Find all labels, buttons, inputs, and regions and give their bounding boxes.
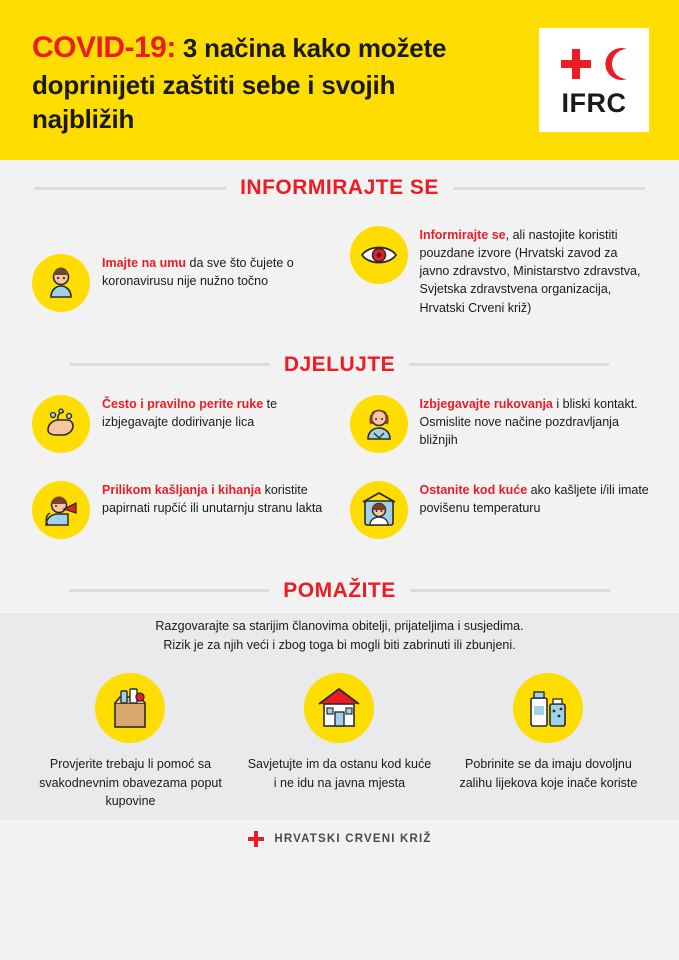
list-item-text: Savjetujte im da ostanu kod kuće i ne idu na javna mjesta bbox=[247, 757, 432, 790]
stay-home-person-icon bbox=[350, 481, 408, 539]
list-item-bold: Često i pravilno perite ruke bbox=[102, 396, 264, 411]
list-item-bold: Izbjegavajte rukovanja bbox=[419, 396, 553, 411]
djelujte-items-row2 bbox=[0, 463, 679, 563]
red-crescent-icon bbox=[599, 47, 629, 81]
header bbox=[0, 0, 679, 160]
divider-right bbox=[453, 187, 645, 190]
list-item-text: Pobrinite se da imaju dovoljnu zalihu lijekova koje inače koriste bbox=[459, 757, 638, 790]
list-item bbox=[235, 673, 444, 809]
pomazite-intro bbox=[0, 613, 679, 670]
list-item bbox=[22, 218, 340, 323]
section-title: DJELUJTE bbox=[283, 352, 396, 376]
sneezing-elbow-icon bbox=[32, 481, 90, 539]
logo-symbols bbox=[559, 42, 629, 86]
person-thinking-icon bbox=[32, 254, 90, 312]
list-item-text bbox=[102, 393, 332, 431]
house-icon bbox=[304, 673, 374, 743]
page-title-highlight: COVID-19: bbox=[32, 31, 176, 64]
informirajte-items bbox=[0, 210, 679, 337]
page-title bbox=[32, 28, 502, 136]
list-item bbox=[26, 673, 235, 809]
page-title-rest: 3 načina kako možete doprinijeti zaštiti sebe i svojih najbližih bbox=[32, 33, 447, 134]
list-item-rest: da sve što čujete o koronavirusu nije nužno točno bbox=[102, 256, 294, 289]
list-item-rest: i bliski kontakt. Osmislite nove načine pozdravljanja bližnjih bbox=[419, 396, 638, 447]
list-item-text bbox=[420, 393, 650, 449]
djelujte-items-row1 bbox=[0, 387, 679, 463]
handwashing-icon bbox=[32, 395, 90, 453]
list-item-text bbox=[102, 479, 332, 517]
grocery-bag-icon bbox=[95, 673, 165, 743]
divider-left bbox=[69, 589, 269, 592]
pomazite-intro-line1: Razgovarajte sa starijim članovima obitelji, prijateljima i susjedima. bbox=[155, 618, 524, 633]
divider-left bbox=[70, 363, 270, 366]
footer bbox=[0, 820, 679, 862]
list-item-rest: , ali nastojite koristiti pouzdane izvore (Hrvatski zavod za javno zdravstvo, Ministarstvo zdravstva, Svjetska zdravstvena organizacija, Hrvatski Crveni križ) bbox=[419, 228, 641, 315]
list-item bbox=[340, 218, 658, 323]
list-item-text: Provjerite trebaju li pomoć sa svakodnevnim obavezama poput kupovine bbox=[39, 757, 222, 808]
list-item bbox=[340, 387, 658, 459]
list-item bbox=[22, 473, 340, 545]
list-item-text bbox=[420, 224, 650, 317]
pomazite-intro-line2: Rizik je za njih veći i zbog toga bi mogli biti zabrinuti ili zbunjeni. bbox=[163, 638, 516, 652]
no-handshake-person-icon bbox=[350, 395, 408, 453]
list-item-rest: te izbjegavajte dodirivanje lica bbox=[102, 396, 278, 429]
red-cross-icon bbox=[247, 830, 265, 848]
list-item-rest: ako kašljete i/ili imate povišenu temperaturu bbox=[419, 482, 649, 515]
section-header-djelujte bbox=[0, 337, 679, 387]
list-item-bold: Ostanite kod kuće bbox=[419, 482, 528, 497]
list-item-text bbox=[420, 479, 650, 517]
red-cross-icon bbox=[559, 47, 593, 81]
footer-text: HRVATSKI CRVENI KRIŽ bbox=[274, 832, 432, 845]
divider-right bbox=[409, 363, 609, 366]
list-item bbox=[340, 473, 658, 545]
logo-text: IFRC bbox=[561, 87, 627, 118]
divider-left bbox=[34, 187, 226, 190]
section-header-informirajte bbox=[0, 160, 679, 210]
list-item-bold: Informirajte se bbox=[419, 228, 506, 242]
pomazite-items bbox=[0, 669, 679, 815]
divider-right bbox=[410, 589, 610, 592]
list-item-text bbox=[102, 252, 332, 290]
medicine-bottles-icon bbox=[513, 673, 583, 743]
section-title: INFORMIRAJTE SE bbox=[240, 176, 439, 199]
ifrc-logo bbox=[539, 28, 649, 132]
list-item-bold: Prilikom kašljanja i kihanja bbox=[102, 482, 262, 497]
list-item-bold: Imajte na umu bbox=[102, 256, 187, 270]
section-title: POMAŽITE bbox=[283, 578, 396, 602]
list-item bbox=[22, 387, 340, 459]
list-item-rest: koristite papirnati rupčić ili unutarnju stranu lakta bbox=[102, 482, 323, 515]
pomazite-band bbox=[0, 613, 679, 820]
list-item bbox=[444, 673, 653, 809]
eye-icon bbox=[350, 226, 408, 284]
section-header-pomazite bbox=[0, 563, 679, 613]
